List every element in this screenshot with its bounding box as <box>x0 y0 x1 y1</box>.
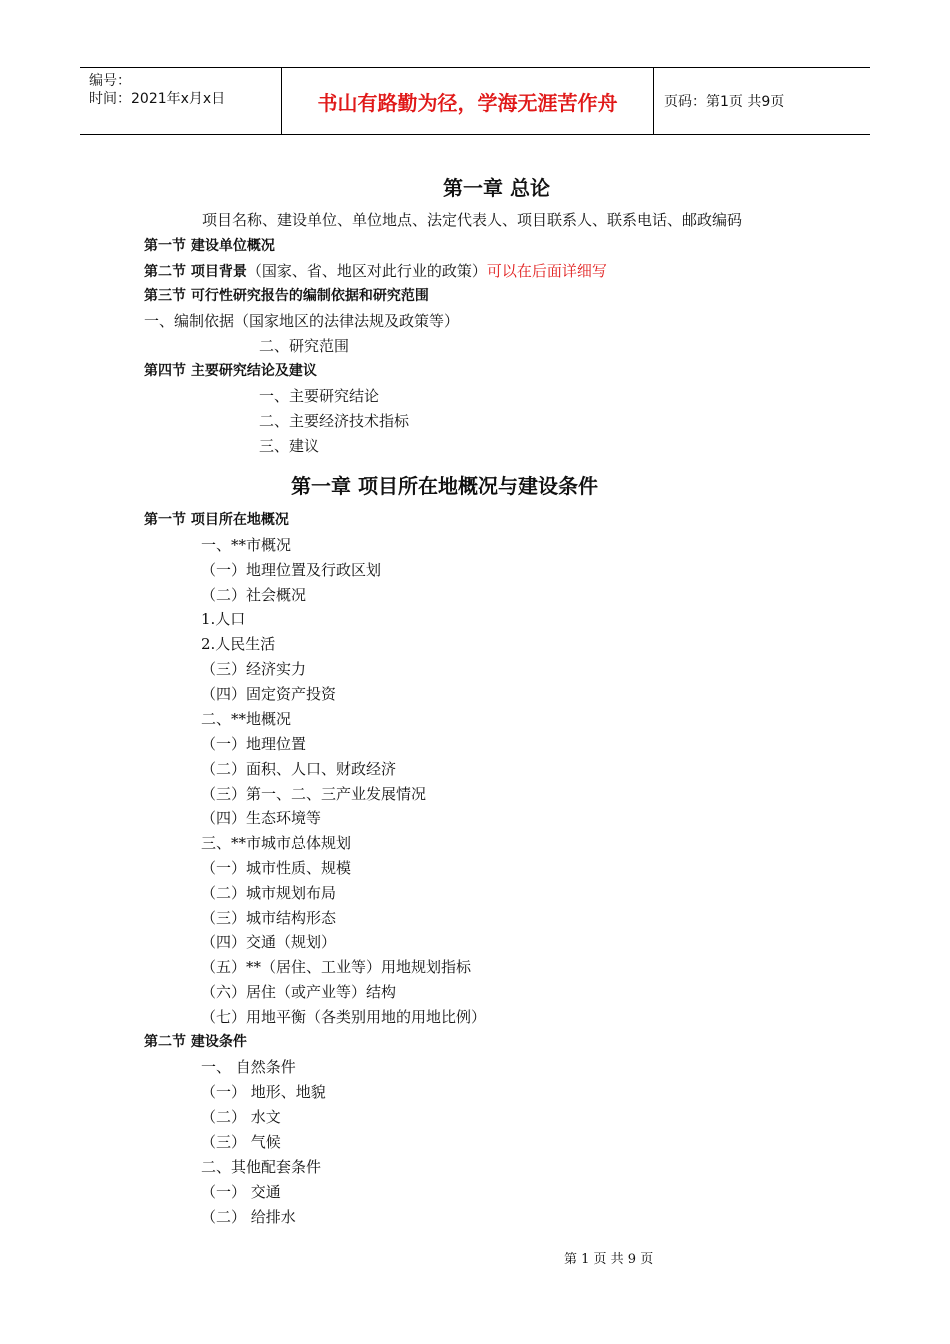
chapter1-section4-item1: 一、主要研究结论 <box>259 387 380 405</box>
header-page-label: 页码：第1页 共9页 <box>664 94 785 110</box>
list-item: （二）社会概况 <box>201 586 307 604</box>
list-item: （五）**（居住、工业等）用地规划指标 <box>201 958 472 976</box>
chapter2-section1: 第一节 项目所在地概况 <box>144 512 289 528</box>
list-item: 一、**市概况 <box>201 536 292 554</box>
serial-label: 编号： <box>89 73 131 89</box>
list-item: （四）交通（规划） <box>201 933 337 951</box>
page-footer: 第 1 页 共 9 页 <box>564 1252 654 1267</box>
chapter2-section2: 第二节 建设条件 <box>144 1034 247 1050</box>
list-item: （二）面积、人口、财政经济 <box>201 760 397 778</box>
chapter1-section3-item1: 一、编制依据（国家地区的法律法规及政策等） <box>144 312 460 330</box>
list-item: （一）城市性质、规模 <box>201 859 352 877</box>
list-item: （三）第一、二、三产业发展情况 <box>201 785 427 803</box>
header-motto: 书山有路勤为径，学海无涯苦作舟 <box>282 68 654 134</box>
chapter1-section2-title: 第二节 项目背景 <box>144 264 247 280</box>
chapter1-section3: 第三节 可行性研究报告的编制依据和研究范围 <box>144 288 429 304</box>
list-item: 二、**地概况 <box>201 710 292 728</box>
list-item: （一） 地形、地貌 <box>201 1083 326 1101</box>
list-item: （二）城市规划布局 <box>201 884 337 902</box>
chapter1-section4-item2: 二、主要经济技术指标 <box>259 412 410 430</box>
date-label: 时间：2021年x月x日 <box>89 91 226 107</box>
chapter1-section2 <box>144 261 607 282</box>
list-item: （二） 水文 <box>201 1108 281 1126</box>
list-item: （二） 给排水 <box>201 1208 296 1226</box>
list-item: 2.人民生活 <box>201 635 276 653</box>
list-item: （四）固定资产投资 <box>201 685 337 703</box>
header-meta-cell <box>80 68 282 134</box>
chapter1-section2-red-note: 可以在后面详细写 <box>486 262 607 280</box>
list-item: 一、 自然条件 <box>201 1058 296 1076</box>
list-item: 二、其他配套条件 <box>201 1158 322 1176</box>
list-item: （一）地理位置及行政区划 <box>201 561 382 579</box>
chapter1-title: 第一章 总论 <box>443 176 550 200</box>
list-item: （三）经济实力 <box>201 660 307 678</box>
list-item: （六）居住（或产业等）结构 <box>201 983 397 1001</box>
list-item: （四）生态环境等 <box>201 809 322 827</box>
chapter1-section4: 第四节 主要研究结论及建议 <box>144 363 317 379</box>
chapter1-section4-item3: 三、建议 <box>259 437 320 455</box>
list-item: （七）用地平衡（各类别用地的用地比例） <box>201 1008 487 1026</box>
chapter1-section2-note: （国家、省、地区对此行业的政策） <box>246 262 487 280</box>
header-table <box>80 67 870 135</box>
chapter1-section1: 第一节 建设单位概况 <box>144 238 275 254</box>
list-item: （一） 交通 <box>201 1183 281 1201</box>
chapter2-title: 第一章 项目所在地概况与建设条件 <box>291 474 598 498</box>
list-item: 1.人口 <box>201 610 246 628</box>
list-item: 三、**市城市总体规划 <box>201 834 352 852</box>
list-item: （一）地理位置 <box>201 735 307 753</box>
list-item: （三） 气候 <box>201 1133 281 1151</box>
chapter1-section3-item2: 二、研究范围 <box>259 337 350 355</box>
list-item: （三）城市结构形态 <box>201 909 337 927</box>
chapter1-intro: 项目名称、建设单位、单位地点、法定代表人、项目联系人、联系电话、邮政编码 <box>202 211 743 229</box>
